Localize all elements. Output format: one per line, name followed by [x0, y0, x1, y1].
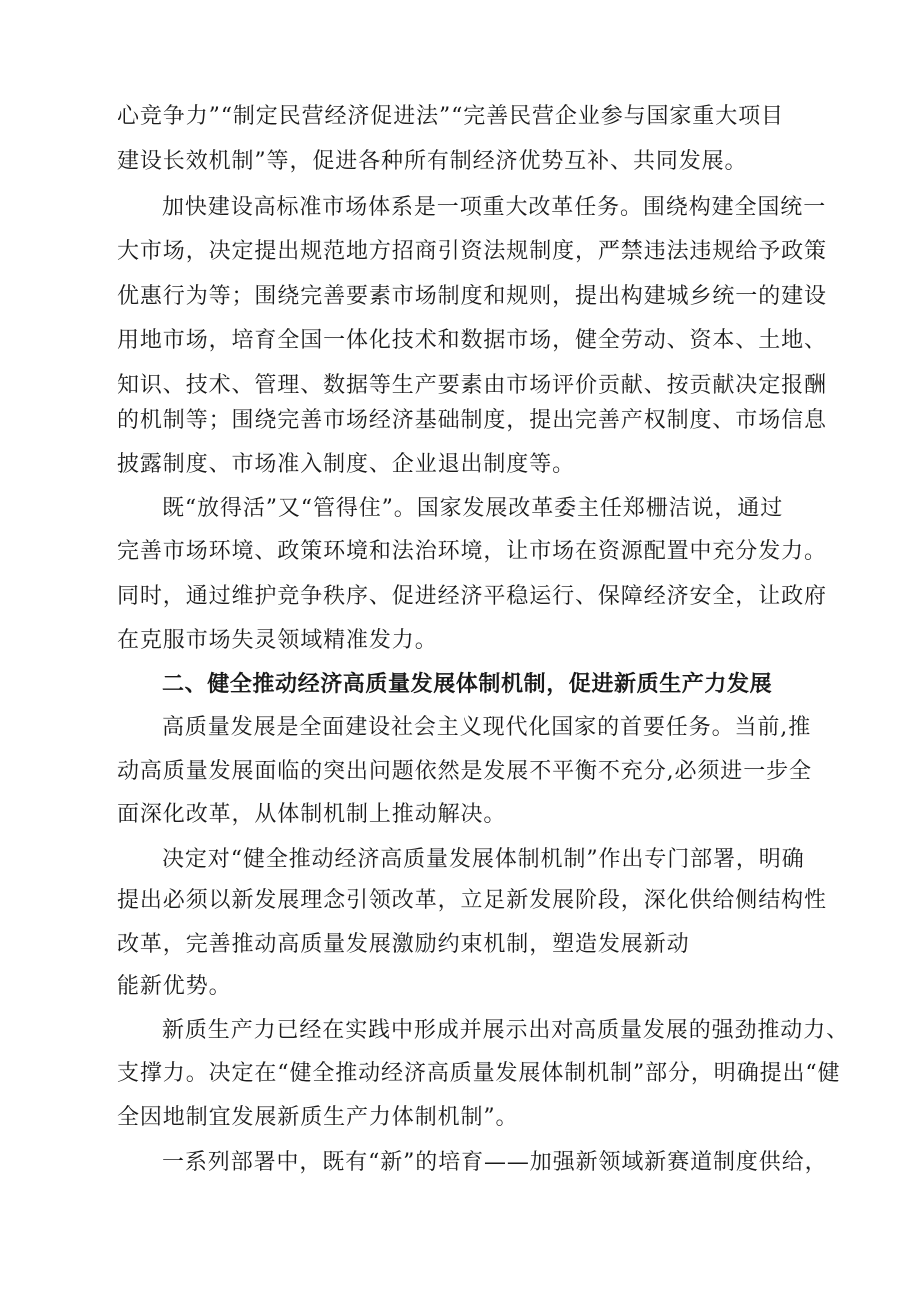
text-line: 同时，通过维护竞争秩序、促进经济平稳运行、保障经济安全，让政府: [117, 584, 827, 609]
text-line: 支撑力。决定在“健全推动经济高质量发展体制机制”部分，明确提出“健: [117, 1061, 841, 1086]
text-line: 的机制等；围绕完善市场经济基础制度，提出完善产权制度、市场信息: [117, 408, 827, 433]
text-line: 优惠行为等；围绕完善要素市场制度和规则，提出构建城乡统一的建设: [117, 284, 827, 309]
paragraph-first-line: 一系列部署中，既有“新”的培育——加强新领域新赛道制度供给，: [162, 1150, 828, 1175]
text-line: 全因地制宜发展新质生产力体制机制”。: [117, 1105, 519, 1130]
text-line: 大市场，决定提出规范地方招商引资法规制度，严禁违法违规给予政策: [117, 239, 827, 264]
paragraph-first-line: 新质生产力已经在实践中形成并展示出对高质量发展的强劲推动力、: [162, 1018, 850, 1043]
text-line: 用地市场，培育全国一体化技术和数据市场，健全劳动、资本、土地、: [117, 328, 827, 353]
text-line: 提出必须以新发展理念引领改革，立足新发展阶段，深化供给侧结构性: [117, 888, 827, 913]
paragraph-first-line: 决定对“健全推动经济高质量发展体制机制”作出专门部署，明确: [162, 847, 805, 872]
paragraph-first-line: 既“放得活”又“管得住”。国家发展改革委主任郑栅洁说，通过: [162, 496, 784, 521]
text-line: 改革，完善推动高质量发展激励约束机制，塑造发展新动: [117, 932, 690, 957]
text-line: 心竞争力”“制定民营经济促进法”“完善民营企业参与国家重大项目: [117, 104, 784, 129]
text-line: 建设长效机制”等，促进各种所有制经济优势互补、共同发展。: [117, 149, 748, 174]
text-line: 在克服市场失灵领域精准发力。: [117, 628, 438, 653]
section-heading: 二、健全推动经济高质量发展体制机制，促进新质生产力发展: [162, 672, 773, 697]
text-line: 能新优势。: [117, 974, 232, 999]
text-line: 动高质量发展面临的突出问题依然是发展不平衡不充分,必须进一步全: [117, 759, 812, 784]
text-line: 面深化改革，从体制机制上推动解决。: [117, 802, 507, 827]
text-line: 披露制度、市场准入制度、企业退出制度等。: [117, 452, 576, 477]
text-line: 完善市场环境、政策环境和法治环境，让市场在资源配置中充分发力。: [117, 539, 827, 564]
text-line: 知识、技术、管理、数据等生产要素由市场评价贡献、按贡献决定报酬: [117, 373, 827, 398]
paragraph-first-line: 加快建设高标准市场体系是一项重大改革任务。围绕构建全国统一: [162, 195, 827, 220]
paragraph-first-line: 高质量发展是全面建设社会主义现代化国家的首要任务。当前,推: [162, 715, 812, 740]
